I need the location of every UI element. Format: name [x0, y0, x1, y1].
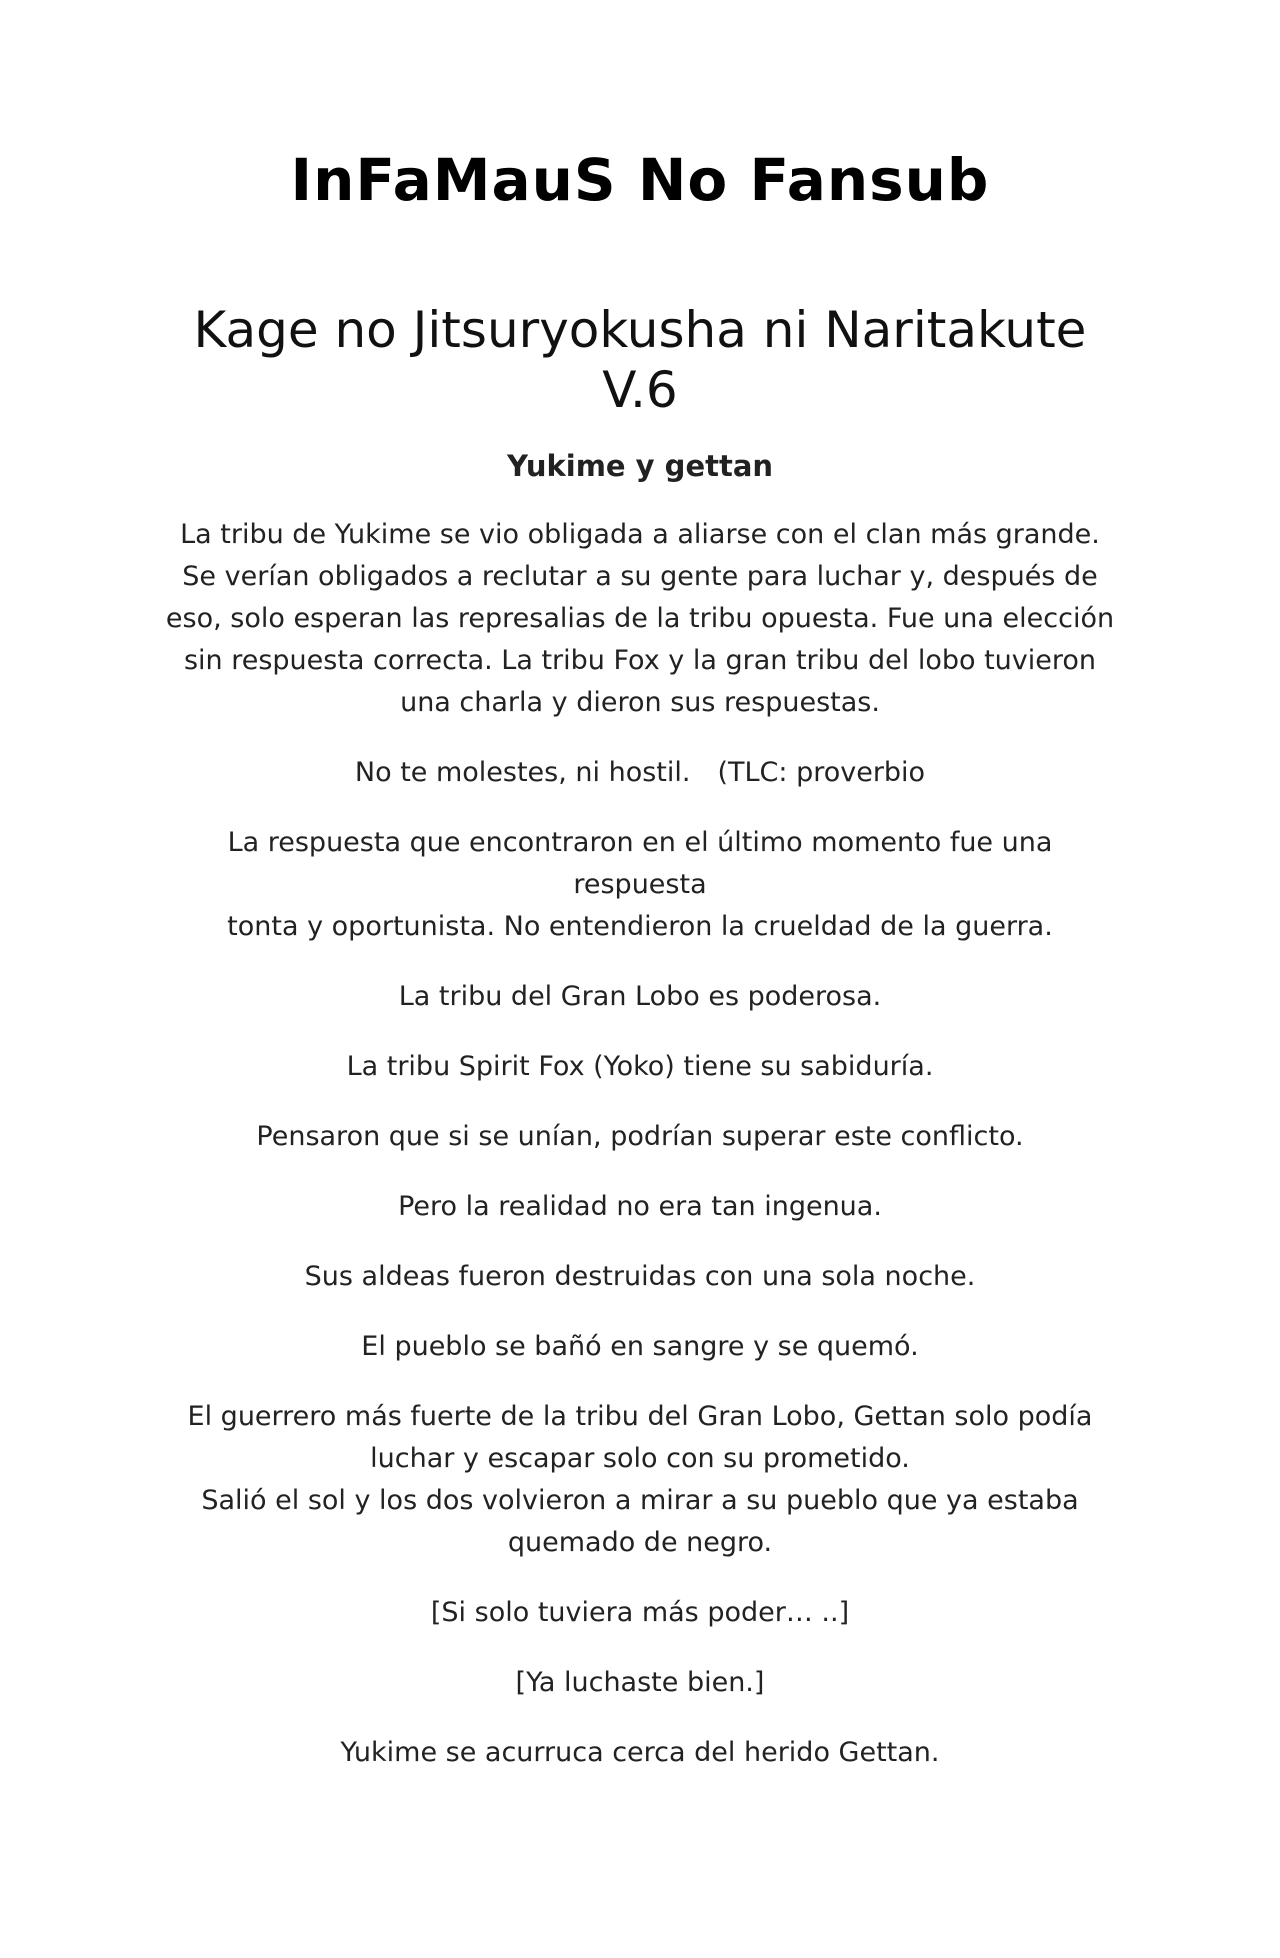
paragraph: [160, 752, 1120, 794]
paragraph-line: El guerrero más fuerte de la tribu del Gran Lobo, Gettan solo podía: [187, 1401, 1093, 1432]
paragraph-line: La tribu del Gran Lobo es poderosa.: [398, 981, 882, 1012]
paragraph-line: Se verían obligados a reclutar a su gente para luchar y, después de: [182, 561, 1098, 592]
paragraph: [160, 976, 1120, 1018]
paragraph-line: eso, solo esperan las represalias de la tribu opuesta. Fue una elección: [165, 603, 1115, 634]
paragraph: [160, 1396, 1120, 1564]
paragraph: [160, 1256, 1120, 1298]
paragraph-line: [Ya luchaste bien.]: [515, 1667, 765, 1698]
paragraph: [160, 1116, 1120, 1158]
paragraph-line: No te molestes, ni hostil. (TLC: proverbio: [354, 757, 926, 788]
paragraph-line: [Si solo tuviera más poder… ..]: [430, 1597, 850, 1628]
paragraph-line: una charla y dieron sus respuestas.: [400, 687, 880, 718]
paragraph-line: luchar y escapar solo con su prometido.: [370, 1443, 910, 1474]
paragraph-line: La tribu Spirit Fox (Yoko) tiene su sabiduría.: [346, 1051, 934, 1082]
paragraph: [160, 1046, 1120, 1088]
paragraph: [160, 1662, 1120, 1704]
novel-title: [160, 300, 1120, 420]
document-body: [160, 514, 1120, 1774]
paragraph-line: sin respuesta correcta. La tribu Fox y la gran tribu del lobo tuvieron: [183, 645, 1097, 676]
site-title: InFaMauS No Fansub: [290, 146, 990, 214]
paragraph-line: La respuesta que encontraron en el último momento fue una respuesta: [227, 827, 1053, 900]
novel-title-line: Kage no Jitsuryokusha ni Naritakute: [193, 301, 1087, 359]
volume-label: V.6: [602, 361, 678, 419]
paragraph: [160, 1326, 1120, 1368]
paragraph-line: quemado de negro.: [507, 1527, 773, 1558]
paragraph-line: Pensaron que si se unían, podrían superar este conflicto.: [256, 1121, 1024, 1152]
paragraph: [160, 822, 1120, 948]
paragraph-line: Sus aldeas fueron destruidas con una sola noche.: [304, 1261, 976, 1292]
paragraph: [160, 1186, 1120, 1228]
paragraph: [160, 1592, 1120, 1634]
paragraph-line: Pero la realidad no era tan ingenua.: [398, 1191, 882, 1222]
paragraph-line: La tribu de Yukime se vio obligada a aliarse con el clan más grande.: [180, 519, 1100, 550]
paragraph-line: El pueblo se bañó en sangre y se quemó.: [361, 1331, 919, 1362]
paragraph-line: Salió el sol y los dos volvieron a mirar a su pueblo que ya estaba: [201, 1485, 1079, 1516]
paragraph: [160, 514, 1120, 724]
chapter-title: Yukime y gettan: [506, 449, 774, 483]
paragraph: [160, 1732, 1120, 1774]
paragraph-line: tonta y oportunista. No entendieron la crueldad de la guerra.: [227, 911, 1053, 942]
paragraph-line: Yukime se acurruca cerca del herido Gettan.: [340, 1737, 940, 1768]
